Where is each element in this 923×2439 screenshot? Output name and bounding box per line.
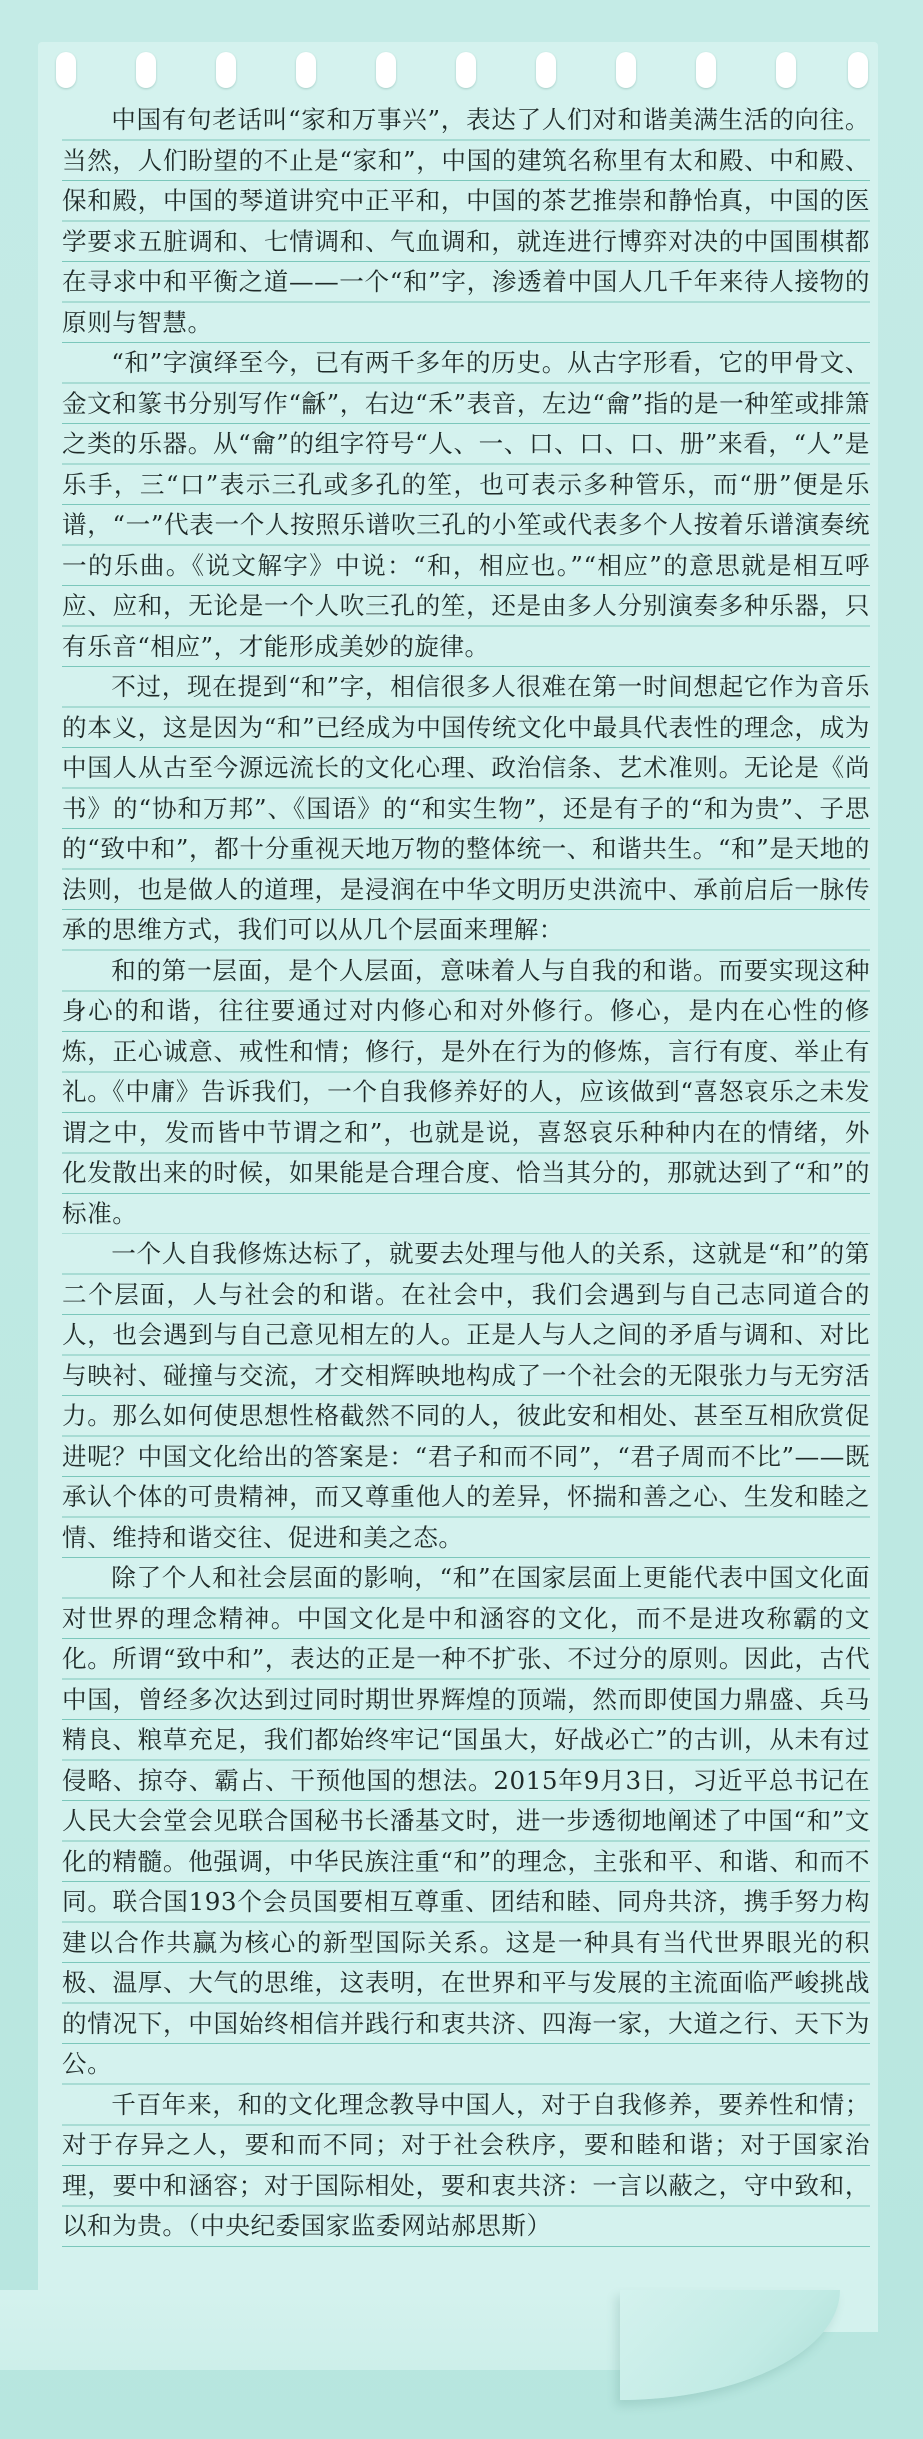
article-paragraph: 一个人自我修炼达标了，就要去处理与他人的关系，这就是“和”的第二个层面，人与社会的和谐。在社会中，我们会遇到与自己志同道合的人，也会遇到与自己意见相左的人。正是人与人之间的矛盾与调和、对比与映衬、碰撞与交流，才交相辉映地构成了一个社会的无限张力与无穷活力。那么如何使思想性格截然不同的人，彼此安和相处、甚至互相欣赏促进呢？中国文化给出的答案是：“君子和而不同”，“君子周而不比”——既承认个体的可贵精神，而又尊重他人的差异，怀揣和善之心、生发和睦之情、维持和谐交往、促进和美之态。 [62,1234,870,1558]
page-bottom-edge [0,2290,640,2370]
binding-hole [456,52,476,88]
article-paragraph: 除了个人和社会层面的影响，“和”在国家层面上更能代表中国文化面对世界的理念精神。中国文化是中和涵容的文化，而不是进攻称霸的文化。所谓“致中和”，表达的正是一种不扩张、不过分的原则。因此，古代中国，曾经多次达到过同时期世界辉煌的顶端，然而即使国力鼎盛、兵马精良、粮草充足，我们都始终牢记“国虽大，好战必亡”的古训，从未有过侵略、掠夺、霸占、干预他国的想法。2015年9月3日，习近平总书记在人民大会堂会见联合国秘书长潘基文时，进一步透彻地阐述了中国“和”文化的精髓。他强调，中华民族注重“和”的理念，主张和平、和谐、和而不同。联合国193个会员国要相互尊重、团结和睦、同舟共济，携手努力构建以合作共赢为核心的新型国际关系。这是一种具有当代世界眼光的积极、温厚、大气的思维，这表明，在世界和平与发展的主流面临严峻挑战的情况下，中国始终相信并践行和衷共济、四海一家，大道之行、天下为公。 [62,1558,870,2085]
binding-hole [776,52,796,88]
article-paragraph: 和的第一层面，是个人层面，意味着人与自我的和谐。而要实现这种身心的和谐，往往要通过对内修心和对外修行。修心，是内在心性的修炼，正心诚意、戒性和情；修行，是外在行为的修炼，言行有度、举止有礼。《中庸》告诉我们，一个自我修养好的人，应该做到“喜怒哀乐之未发谓之中，发而皆中节谓之和”，也就是说，喜怒哀乐种种内在的情绪，外化发散出来的时候，如果能是合理合度、恰当其分的，那就达到了“和”的标准。 [62,951,870,1235]
binding-hole [216,52,236,88]
binding-hole [696,52,716,88]
article-paragraph: “和”字演绎至今，已有两千多年的历史。从古字形看，它的甲骨文、金文和篆书分别写作“龢”，右边“禾”表音，左边“龠”指的是一种笙或排箫之类的乐器。从“龠”的组字符号“人、一、口、口、口、册”来看，“人”是乐手，三“口”表示三孔或多孔的笙，也可表示多种管乐，而“册”便是乐谱，“一”代表一个人按照乐谱吹三孔的小笙或代表多个人按着乐谱演奏统一的乐曲。《说文解字》中说：“和，相应也。”“相应”的意思就是相互呼应、应和，无论是一个人吹三孔的笙，还是由多人分别演奏多种乐器，只有乐音“相应”，才能形成美妙的旋律。 [62,343,870,667]
article-paragraph: 不过，现在提到“和”字，相信很多人很难在第一时间想起它作为音乐的本义，这是因为“和”已经成为中国传统文化中最具代表性的理念，成为中国人从古至今源远流长的文化心理、政治信条、艺术准则。无论是《尚书》的“协和万邦”、《国语》的“和实生物”，还是有子的“和为贵”、子思的“致中和”，都十分重视天地万物的整体统一、和谐共生。“和”是天地的法则，也是做人的道理，是浸润在中华文明历史洪流中、承前启后一脉传承的思维方式，我们可以从几个层面来理解： [62,667,870,951]
binding-hole [56,52,76,88]
article-paragraph: 千百年来，和的文化理念教导中国人，对于自我修养，要养性和情；对于存异之人，要和而不同；对于社会秩序，要和睦和谐；对于国家治理，要中和涵容；对于国际相处，要和衷共济：一言以蔽之，守中致和，以和为贵。（中央纪委国家监委网站郝思斯） [62,2085,870,2247]
article-paragraph: 中国有句老话叫“家和万事兴”，表达了人们对和谐美满生活的向往。当然，人们盼望的不止是“家和”，中国的建筑名称里有太和殿、中和殿、保和殿，中国的琴道讲究中正平和，中国的茶艺推崇和静怡真，中国的医学要求五脏调和、七情调和、气血调和，就连进行博弈对决的中国围棋都在寻求中和平衡之道——一个“和”字，渗透着中国人几千年来待人接物的原则与智慧。 [62,100,870,343]
page-curl-corner [620,2290,840,2400]
binding-holes [40,52,880,92]
binding-hole [616,52,636,88]
article-body [62,100,870,2247]
binding-hole [296,52,316,88]
binding-hole [136,52,156,88]
binding-hole [848,52,868,88]
binding-hole [536,52,556,88]
binding-hole [376,52,396,88]
